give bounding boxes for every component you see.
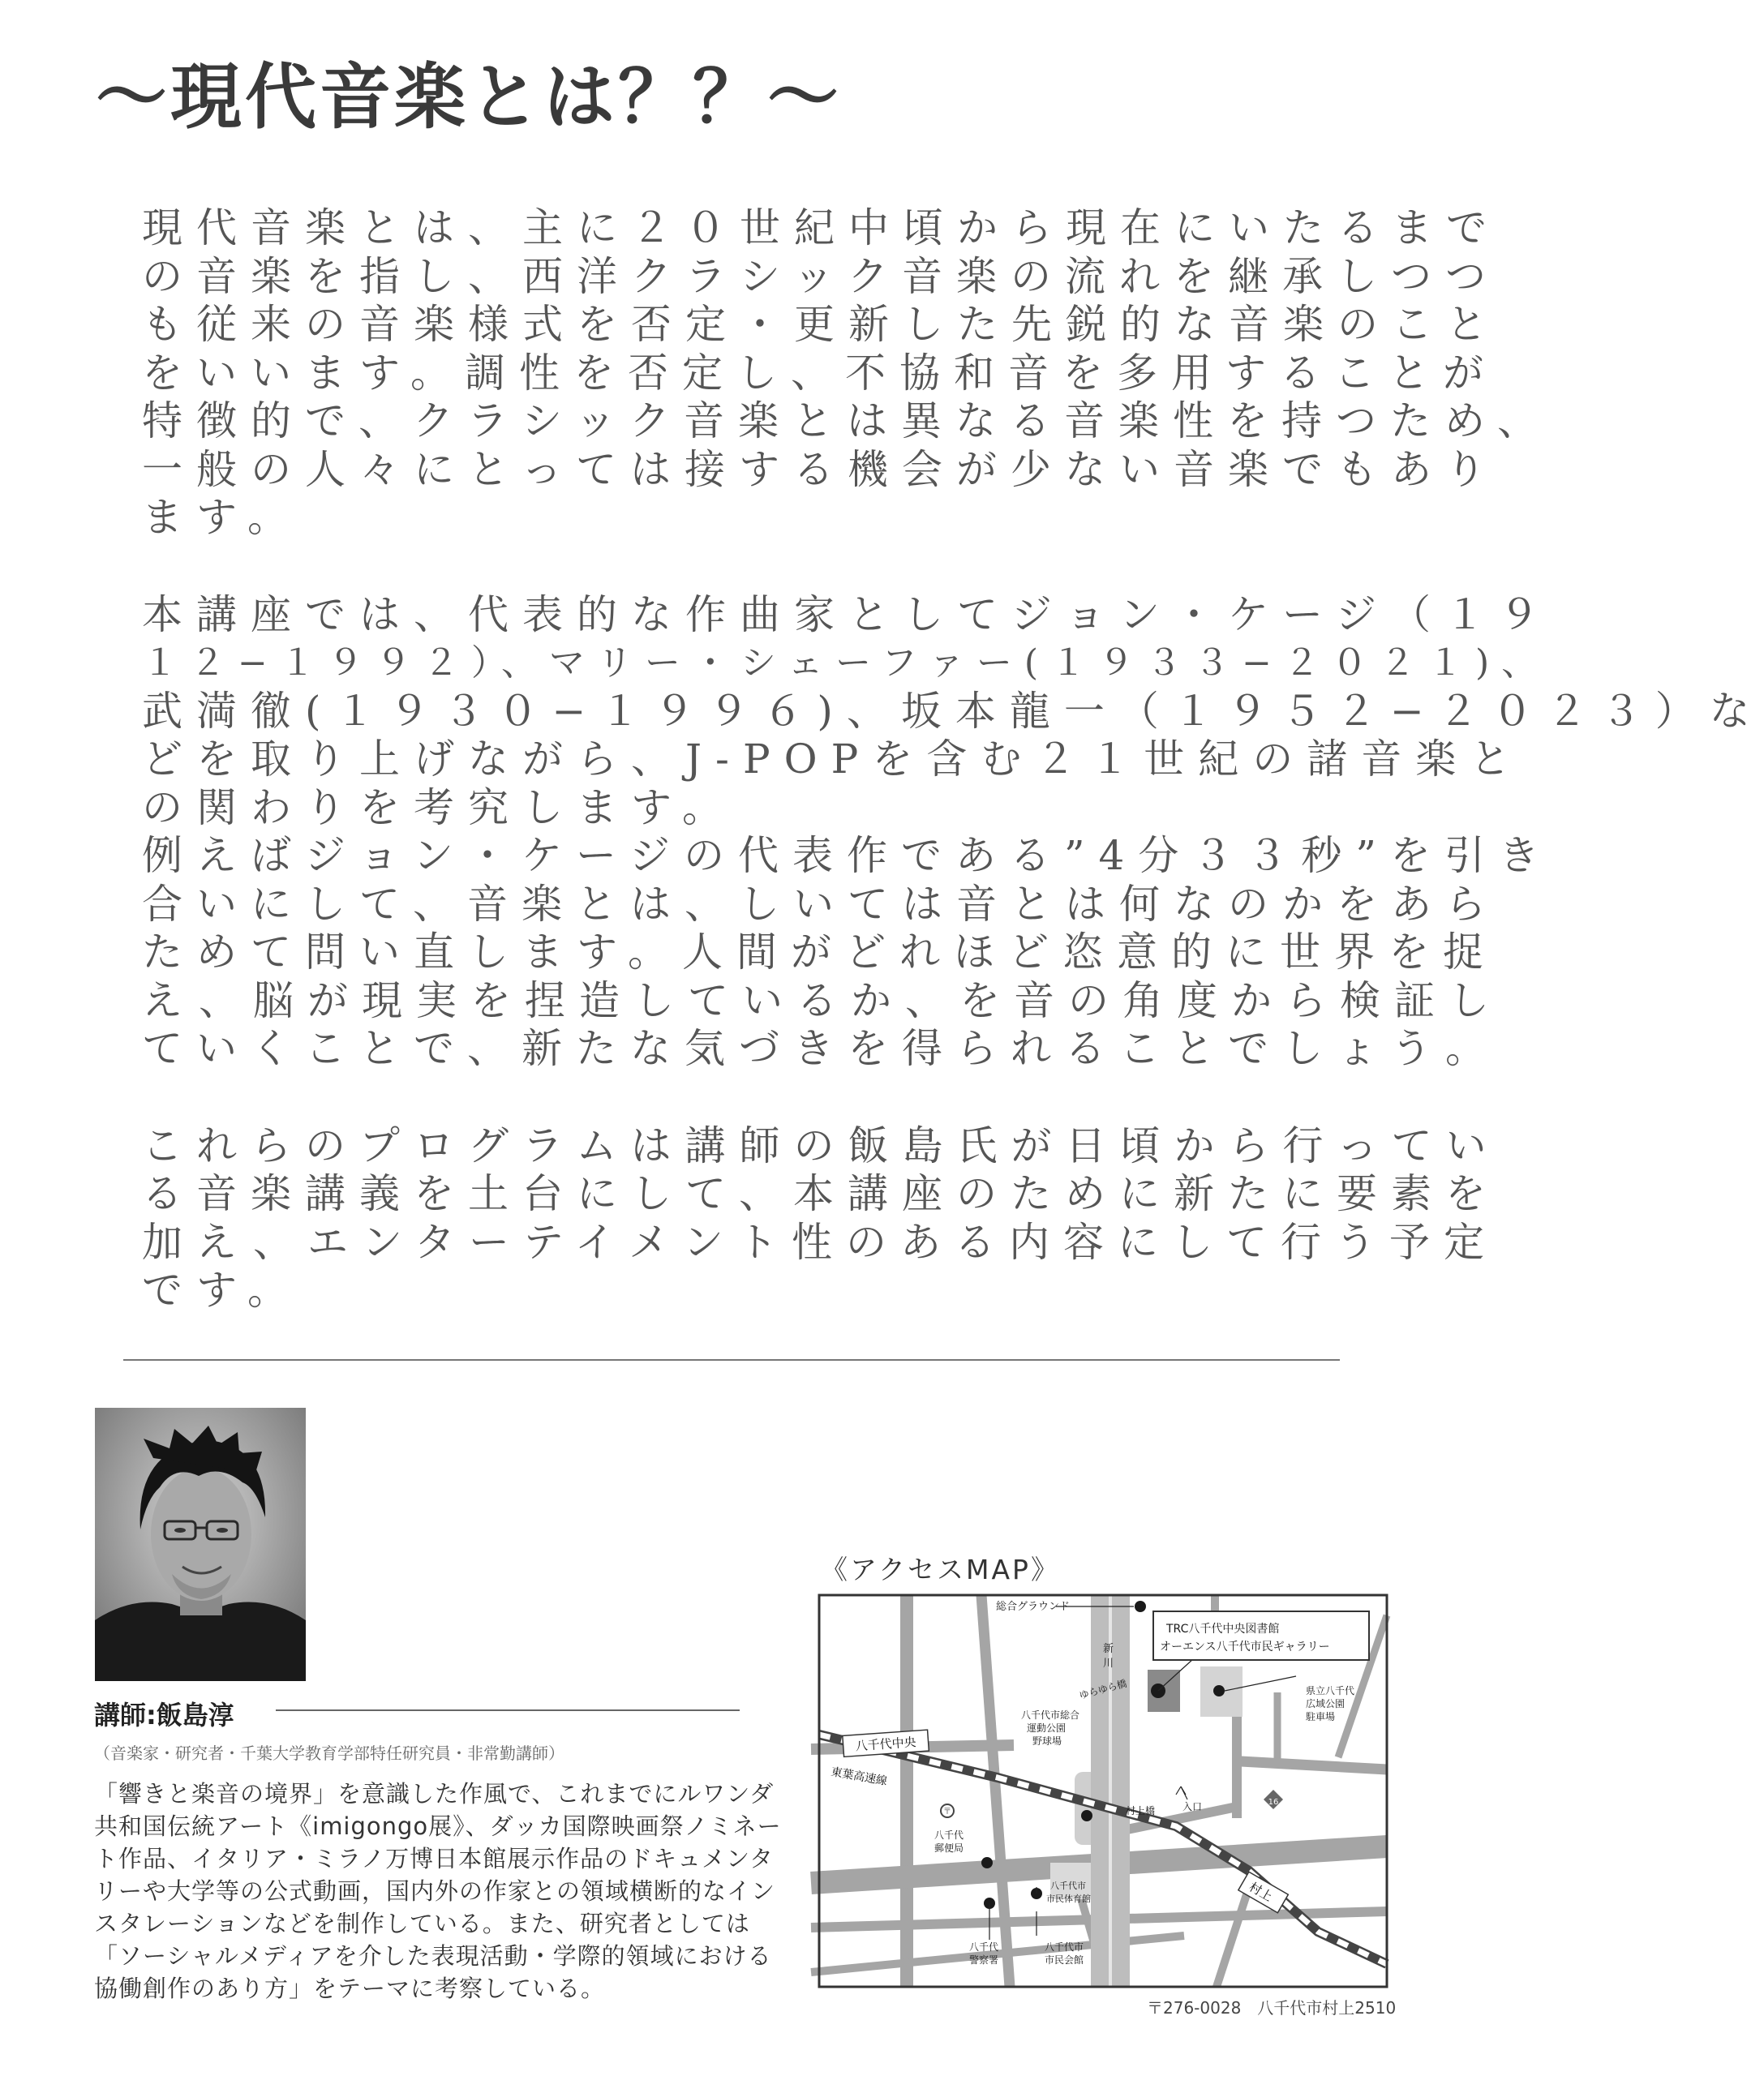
body-line: 例えばジョン・ケージの代表作である”4分３３秒”を引き xyxy=(142,832,1553,879)
lecturer-photo xyxy=(95,1408,306,1681)
body-line: え、脳が現実を捏造しているか、を音の角度から検証し xyxy=(142,976,1503,1024)
lecturer-role: （音楽家・研究者・千葉大学教育学部特任研究員・非常勤講師） xyxy=(94,1744,564,1763)
body-line: どを取り上げながら、J-POPを含む２１世紀の諸音楽と xyxy=(142,736,1525,783)
body-line: これらのプログラムは講師の飯島氏が日頃から行ってい xyxy=(142,1122,1500,1169)
body-line: です。 xyxy=(142,1267,302,1314)
body-line: 合いにして、音楽とは、しいては音とは何なのかをあら xyxy=(142,880,1500,928)
bio-line: リーや大学等の公式動画，国内外の作家との領域横断的なイン xyxy=(94,1877,776,1905)
body-line: 現代音楽とは、主に２０世紀中頃から現在にいたるまで xyxy=(142,204,1500,251)
map-label: 八千代 xyxy=(969,1941,999,1953)
access-map xyxy=(819,1595,1387,1987)
map-label: 村上 xyxy=(1247,1879,1276,1905)
lecturer-bio xyxy=(94,1778,792,2005)
body-line: をいいます。調性を否定し、不協和音を多用することが xyxy=(142,349,1497,397)
body-line: の関わりを考究します。 xyxy=(142,783,736,831)
map-label: 市民会館 xyxy=(1045,1954,1084,1966)
map-label: 市民体育館 xyxy=(1046,1894,1091,1904)
map-label: 駐車場 xyxy=(1306,1711,1336,1722)
bio-line: 協働創作のあり方」をテーマに考察している。 xyxy=(94,1975,606,2002)
map-label: 16 xyxy=(1268,1798,1279,1807)
body-line: 本講座では、代表的な作曲家としてジョン・ケージ（１９ xyxy=(142,590,1553,638)
body-line: ていくことで、新たな気づきを得られることでしょう。 xyxy=(142,1025,1500,1072)
map-label: 〒 xyxy=(943,1808,951,1816)
body-line: ためて問い直します。人間がどれほど恣意的に世界を捉 xyxy=(142,929,1497,976)
map-label: 新 xyxy=(1103,1643,1114,1655)
map-label: TRC八千代中央図書館 xyxy=(1166,1623,1280,1636)
map-label: 八千代市 xyxy=(1045,1941,1084,1953)
map-label: 県立八千代 xyxy=(1306,1685,1355,1696)
bio-line: スタレーションなどを制作している。また、研究者としては xyxy=(94,1910,750,1937)
map-label: オーエンス八千代市民ギャラリー xyxy=(1160,1641,1330,1654)
bio-line: ト作品、イタリア・ミラノ万博日本館展示作品のドキュメンタ xyxy=(94,1845,774,1872)
body-line: 一般の人々にとっては接する機会が少ない音楽でもあり xyxy=(142,445,1500,493)
map-label: 八千代 xyxy=(934,1829,964,1841)
map-label: ゆらゆら橋 xyxy=(1078,1677,1128,1701)
body-text xyxy=(142,204,1764,1364)
street-address: 八千代市村上2510 xyxy=(1257,1998,1397,2018)
body-paragraph xyxy=(142,204,1552,543)
map-label: 東葉高速線 xyxy=(830,1765,889,1789)
bio-line: 共和国伝統アート《imigongo展》、ダッカ国際映画祭ノミネー xyxy=(94,1812,782,1840)
body-line: 加え、エンターテイメント性のある内容にして行う予定 xyxy=(142,1218,1498,1266)
body-paragraph xyxy=(142,590,1764,1074)
map-label: 入口 xyxy=(1182,1801,1203,1812)
map-label: 野球場 xyxy=(1032,1735,1062,1747)
map-label: 川 xyxy=(1103,1658,1114,1670)
map-label: 八千代市 xyxy=(1050,1881,1086,1891)
body-line: 特徴的で、クラシック音楽とは異なる音楽性を持つため、 xyxy=(142,397,1552,444)
map-label: 郵便局 xyxy=(934,1842,964,1854)
body-line: １２−１９９２）、マリー・シェーファー(１９３３−２０２１)、 xyxy=(142,642,1550,684)
map-label: 運動公園 xyxy=(1027,1722,1067,1734)
map-label: 総合グラウンド xyxy=(996,1601,1071,1613)
address xyxy=(1147,1995,1396,2018)
name-underline xyxy=(276,1709,740,1711)
body-line: の音楽を指し、西洋クラシック音楽の流れを継承しつつ xyxy=(142,252,1500,300)
map-label: 警察署 xyxy=(969,1954,999,1966)
page-title: ～現代音楽とは？？～ xyxy=(96,55,843,139)
map-label: 八千代中央 xyxy=(855,1735,917,1754)
body-line: る音楽講義を土台にして、本講座のために新たに要素を xyxy=(142,1170,1500,1217)
body-line: 武満徹(１９３０−１９９６)、坂本龍一（１９５２−２０２３）な xyxy=(142,687,1764,735)
bio-line: 「ソーシャルメディアを介した表現活動・学際的領域における xyxy=(94,1942,772,1970)
bio-line: 「響きと楽音の境界」を意識した作風で、これまでにルワンダ xyxy=(94,1780,775,1808)
body-line: ます。 xyxy=(142,494,302,541)
map-label: 八千代市総合 xyxy=(1021,1709,1080,1721)
map-label: 広域公園 xyxy=(1306,1698,1346,1709)
map-heading: 《アクセスMAP》 xyxy=(821,1554,1060,1585)
body-line: も従来の音楽様式を否定・更新した先鋭的な音楽のこと xyxy=(142,301,1500,348)
postal-code: 〒276-0028 xyxy=(1147,1998,1242,2018)
lecturer-name: 講師:飯島淳 xyxy=(94,1700,234,1731)
section-divider xyxy=(123,1359,1340,1361)
body-paragraph xyxy=(142,1122,1500,1315)
map-label: 村上橋 xyxy=(1126,1805,1156,1816)
